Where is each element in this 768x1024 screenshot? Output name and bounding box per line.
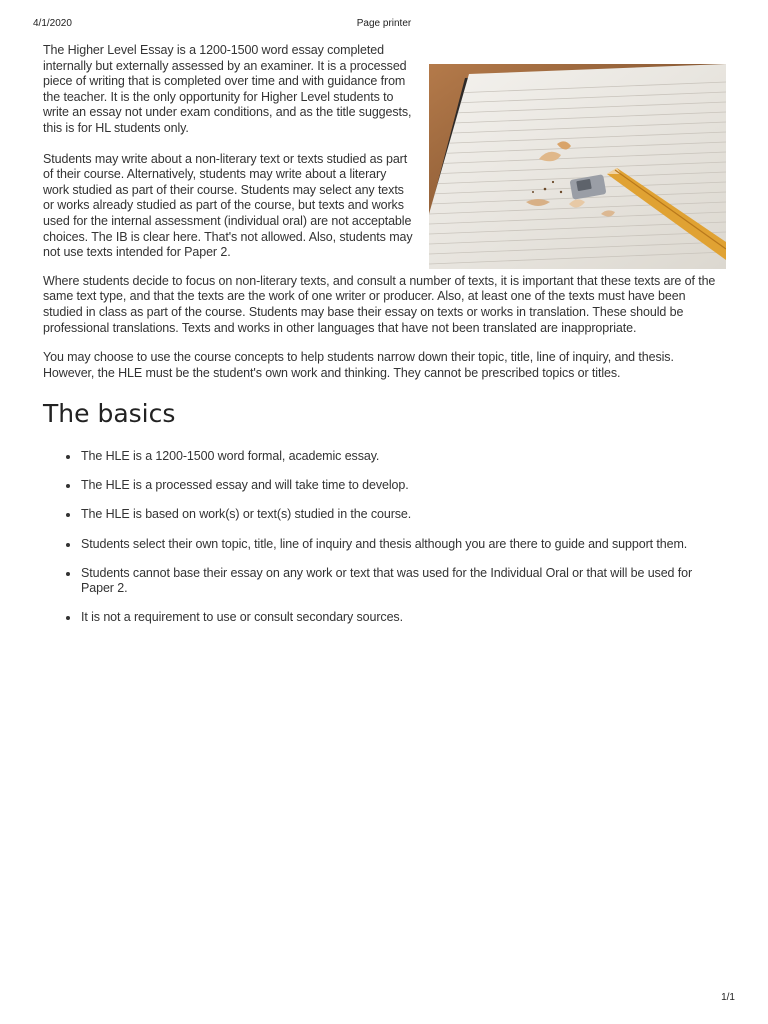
list-item: Students cannot base their essay on any work or text that was used for the Individual Oral or that will be used for Paper 2. [81,566,728,597]
print-title: Page printer [356,18,412,29]
list-item: Students select their own topic, title, line of inquiry and thesis although you are there to guide and support them. [81,537,728,553]
list-item: The HLE is based on work(s) or text(s) studied in the course. [81,507,728,523]
list-item: It is not a requirement to use or consult secondary sources. [81,610,728,626]
body-paragraph-2: You may choose to use the course concepts to help students narrow down their topic, title, line of inquiry, and thesis. However, the HLE must be the student's own work and thinking. They cannot be prescribed topics or titles. [43,350,674,380]
print-date: 4/1/2020 [33,18,72,29]
basics-list [43,449,728,626]
list-item: The HLE is a processed essay and will take time to develop. [81,478,728,494]
list-item: The HLE is a 1200-1500 word formal, academic essay. [81,449,728,465]
page-number: 1/1 [721,992,735,1003]
section-heading: The basics [43,399,176,429]
intro-column [43,43,415,261]
body-paragraph-1: Where students decide to focus on non-literary texts, and consult a number of texts, it is important that these texts are of the same text type, and that the texts are the work of one writer or producer. Also, at least one of the texts must have been studied in class as part of the course. Students may base their essay on texts or works in translation. These should be professional translations. Texts and works in other languages that have not been translated are inappropriate. [43,273,716,335]
notebook-pencil-photo [429,64,726,269]
article [43,43,728,639]
intro-paragraph-1: The Higher Level Essay is a 1200-1500 word essay completed internally but externally assessed by an examiner. It is a processed piece of writing that is completed over time and with guidance from the teacher. It is the only opportunity for Higher Level students to write an essay not under exam conditions, and as the title suggests, this is for HL students only. [43,43,412,135]
intro-paragraph-2: Students may write about a non-literary text or texts studied as part of their course. Alternatively, students may write about a literary work studied as part of their course. Students may select any texts or works already studied as part of the course, but texts and works used for the internal assessment (individual oral) are not acceptable choices. The IB is clear here. That's not allowed. Also, students may not use texts intended for Paper 2. [43,151,413,260]
